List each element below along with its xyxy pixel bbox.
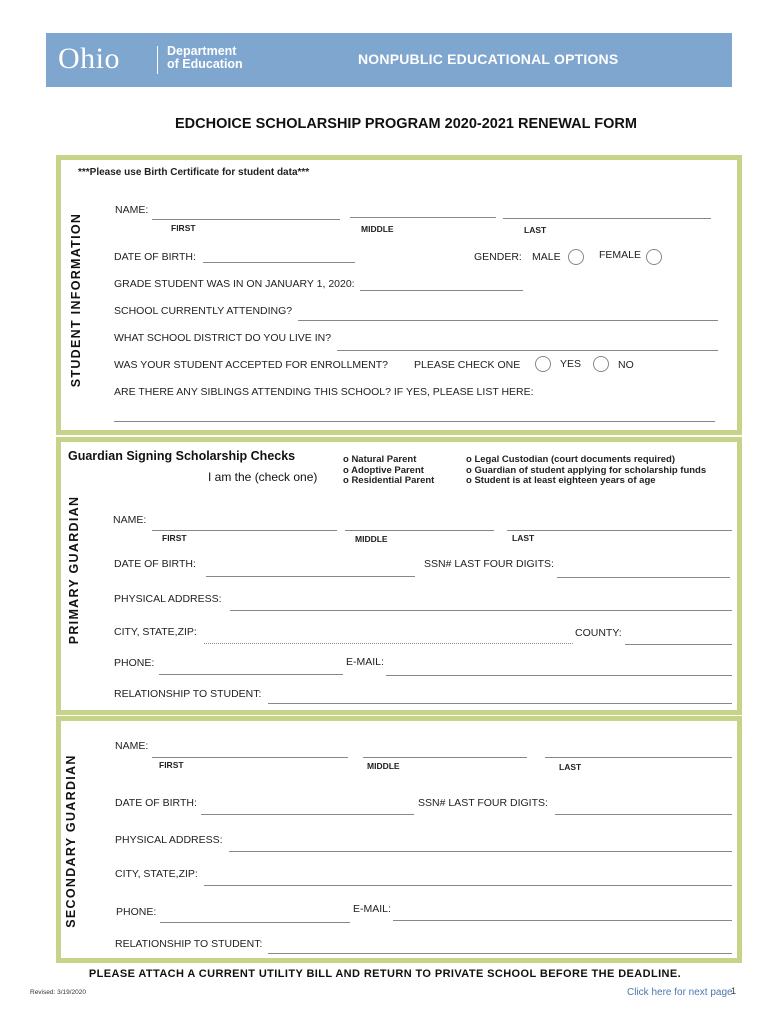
- student-section-label: STUDENT INFORMATION: [69, 212, 83, 388]
- primary-last-caption: LAST: [512, 533, 535, 543]
- student-name-label: NAME:: [115, 204, 149, 216]
- primary-middle-name-field[interactable]: [345, 530, 494, 531]
- primary-phone-field[interactable]: [159, 674, 343, 675]
- grade-label: GRADE STUDENT WAS IN ON JANUARY 1, 2020:: [114, 278, 355, 290]
- accepted-no-label: NO: [618, 359, 634, 371]
- district-label: WHAT SCHOOL DISTRICT DO YOU LIVE IN?: [114, 332, 332, 344]
- school-field[interactable]: [298, 320, 718, 321]
- primary-relationship-label: RELATIONSHIP TO STUDENT:: [114, 688, 262, 700]
- student-first-name-field[interactable]: [152, 219, 340, 220]
- primary-phone-label: PHONE:: [114, 657, 155, 669]
- secondary-last-caption: LAST: [559, 762, 582, 772]
- primary-address-field[interactable]: [230, 610, 732, 611]
- grade-field[interactable]: [360, 290, 523, 291]
- accepted-label: WAS YOUR STUDENT ACCEPTED FOR ENROLLMENT?: [114, 359, 389, 371]
- school-label: SCHOOL CURRENTLY ATTENDING?: [114, 305, 293, 317]
- secondary-address-label: PHYSICAL ADDRESS:: [115, 834, 223, 846]
- primary-section-label: PRIMARY GUARDIAN: [67, 495, 81, 645]
- primary-ssn-field[interactable]: [557, 577, 730, 578]
- secondary-first-caption: FIRST: [159, 760, 184, 770]
- secondary-address-field[interactable]: [229, 851, 732, 852]
- student-last-name-field[interactable]: [503, 218, 711, 219]
- option-natural-parent[interactable]: o Natural Parent: [343, 454, 417, 465]
- primary-ssn-label: SSN# LAST FOUR DIGITS:: [424, 558, 554, 570]
- option-residential-parent[interactable]: o Residential Parent: [343, 475, 435, 487]
- secondary-relationship-label: RELATIONSHIP TO STUDENT:: [115, 938, 263, 950]
- student-middle-caption: MIDDLE: [361, 224, 394, 234]
- secondary-middle-name-field[interactable]: [363, 757, 527, 758]
- secondary-city-field[interactable]: [204, 885, 732, 886]
- primary-email-field[interactable]: [386, 675, 732, 676]
- accepted-no-radio[interactable]: [593, 356, 609, 372]
- student-dob-field[interactable]: [203, 262, 355, 263]
- page-number: 1: [731, 986, 737, 996]
- secondary-middle-caption: MIDDLE: [367, 761, 400, 771]
- secondary-section-label: SECONDARY GUARDIAN: [64, 754, 78, 928]
- birth-certificate-note: ***Please use Birth Certificate for student data***: [78, 167, 310, 178]
- gender-male-label: MALE: [532, 251, 561, 263]
- secondary-relationship-field[interactable]: [268, 953, 732, 954]
- ohio-logo: Ohio: [58, 42, 120, 75]
- secondary-dob-field[interactable]: [201, 814, 414, 815]
- option-legal-custodian[interactable]: o Legal Custodian (court documents required): [466, 454, 676, 465]
- banner-title: NONPUBLIC EDUCATIONAL OPTIONS: [358, 51, 619, 67]
- primary-first-caption: FIRST: [162, 533, 187, 543]
- primary-email-label: E-MAIL:: [346, 656, 384, 668]
- primary-middle-caption: MIDDLE: [355, 534, 388, 544]
- option-guardian-of-student[interactable]: o Guardian of student applying for scholarship funds: [466, 464, 707, 476]
- primary-county-label: COUNTY:: [575, 627, 622, 639]
- district-field[interactable]: [337, 350, 718, 351]
- logo-divider: [157, 46, 158, 74]
- secondary-email-label: E-MAIL:: [353, 903, 391, 915]
- primary-address-label: PHYSICAL ADDRESS:: [114, 593, 222, 605]
- student-first-caption: FIRST: [171, 223, 196, 233]
- secondary-ssn-label: SSN# LAST FOUR DIGITS:: [418, 797, 548, 809]
- student-dob-label: DATE OF BIRTH:: [114, 251, 196, 263]
- next-page-link[interactable]: Click here for next page: [627, 987, 733, 998]
- secondary-phone-label: PHONE:: [116, 906, 157, 918]
- accepted-yes-label: YES: [560, 358, 582, 370]
- primary-county-field[interactable]: [625, 644, 732, 645]
- primary-first-name-field[interactable]: [152, 530, 337, 531]
- secondary-ssn-field[interactable]: [555, 814, 732, 815]
- primary-name-label: NAME:: [113, 514, 147, 526]
- guardian-options-right: [466, 455, 706, 487]
- primary-city-label: CITY, STATE,ZIP:: [114, 626, 197, 638]
- student-last-caption: LAST: [524, 225, 547, 235]
- primary-city-field[interactable]: [204, 643, 573, 644]
- guardian-check-one: I am the (check one): [208, 470, 318, 484]
- primary-dob-field[interactable]: [206, 576, 415, 577]
- primary-relationship-field[interactable]: [268, 703, 732, 704]
- guardian-options-left: [343, 455, 434, 487]
- check-one-label: PLEASE CHECK ONE: [414, 359, 521, 371]
- siblings-label: ARE THERE ANY SIBLINGS ATTENDING THIS SCHOOL? IF YES, PLEASE LIST HERE:: [114, 386, 534, 398]
- option-adoptive-parent[interactable]: o Adoptive Parent: [343, 464, 424, 476]
- attach-utility-bill-note: PLEASE ATTACH A CURRENT UTILITY BILL AND RETURN TO PRIVATE SCHOOL BEFORE THE DEADLINE.: [88, 968, 682, 980]
- option-student-eighteen[interactable]: o Student is at least eighteen years of age: [466, 475, 656, 487]
- accepted-yes-radio[interactable]: [535, 356, 551, 372]
- secondary-last-name-field[interactable]: [545, 757, 732, 758]
- secondary-first-name-field[interactable]: [152, 757, 348, 758]
- primary-last-name-field[interactable]: [507, 530, 732, 531]
- dept-line-1: Department: [167, 44, 237, 58]
- secondary-email-field[interactable]: [393, 920, 732, 921]
- secondary-city-label: CITY, STATE,ZIP:: [115, 868, 198, 880]
- gender-female-label: FEMALE: [599, 249, 642, 261]
- form-title: EDCHOICE SCHOLARSHIP PROGRAM 2020-2021 RENEWAL FORM: [175, 116, 637, 132]
- dept-line-2: of Education: [167, 57, 243, 71]
- gender-male-radio[interactable]: [568, 249, 584, 265]
- gender-label: GENDER:: [474, 251, 522, 263]
- student-middle-name-field[interactable]: [350, 217, 496, 218]
- siblings-field[interactable]: [114, 421, 715, 422]
- guardian-heading: Guardian Signing Scholarship Checks: [68, 449, 296, 463]
- secondary-dob-label: DATE OF BIRTH:: [115, 797, 197, 809]
- department-name: [167, 45, 243, 71]
- secondary-phone-field[interactable]: [160, 922, 350, 923]
- gender-female-radio[interactable]: [646, 249, 662, 265]
- primary-dob-label: DATE OF BIRTH:: [114, 558, 196, 570]
- revised-date: Revised: 3/19/2020: [30, 989, 87, 996]
- secondary-name-label: NAME:: [115, 740, 149, 752]
